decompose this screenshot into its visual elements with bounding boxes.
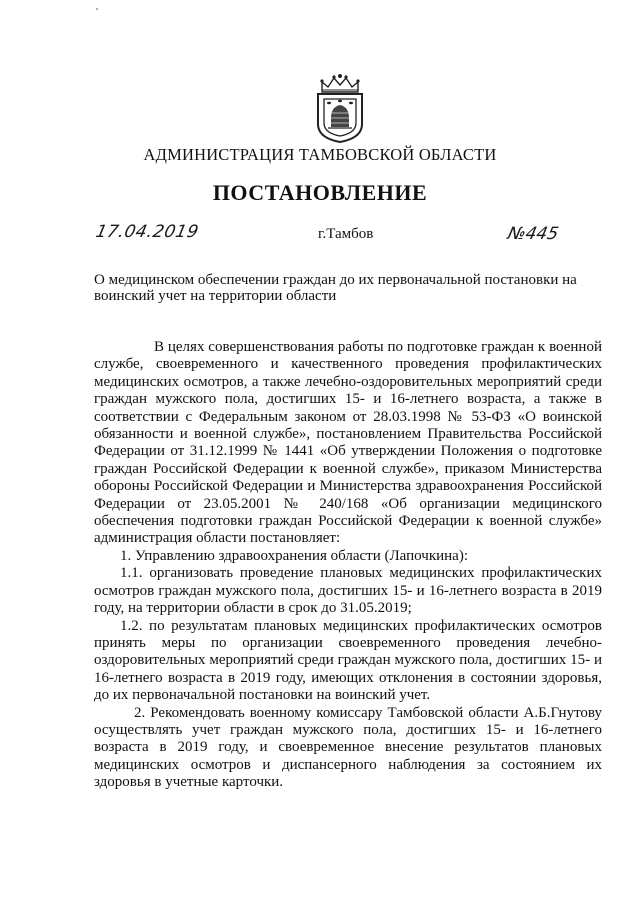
document-date: 17.04.2019 bbox=[93, 222, 201, 242]
clause-1: 1. Управлению здравоохранения области (Лапочкина): bbox=[120, 547, 468, 564]
scan-speck bbox=[96, 8, 98, 10]
coat-of-arms-icon bbox=[314, 72, 366, 144]
organization-name: АДМИНИСТРАЦИЯ ТАМБОВСКОЙ ОБЛАСТИ bbox=[143, 145, 497, 164]
document-body bbox=[94, 339, 602, 792]
document-type-title: ПОСТАНОВЛЕНИЕ bbox=[212, 180, 428, 205]
clause-1-2: 1.2. по результатам плановых медицинских профилактических осмотров принять меры по организации своевременного проведения лечебно-оздоровительных мероприятий среди граждан мужского пола, достигших 15- и 16-летнего возраста в 2019 году, имеющих отклонения в состоянии здоровья, до их первоначальной постановки на воинский учет. bbox=[94, 617, 602, 704]
preamble-paragraph: В целях совершенствования работы по подготовке граждан к военной службе, своевременного и качественного проведения профилактических медицинских осмотров, а также лечебно-оздоровительных мероприятий среди граждан мужского пола, достигших 15- и 16-летнего возраста, а также в соответствии с Федеральным законом от 28.03.1998 № 53-ФЗ «О воинской обязанности и военной службе», постановлением Правительства Российской Федерации от 31.12.1999 № 1441 «Об утверждении Положения о подготовке граждан Российской Федерации к военной службе», приказом Министерства обороны Российской Федерации и Министерства здравоохранения Российской Федерации от 23.05.2001 № 240/168 «Об организации медицинского обеспечения подготовки граждан Российской Федерации к военной службе» администрация области постановляет: bbox=[94, 339, 602, 547]
document-subject: О медицинском обеспечении граждан до их первоначальной постановки на воинский учет на территории области bbox=[94, 272, 577, 304]
document-number: №445 bbox=[505, 224, 561, 244]
clause-1-1: 1.1. организовать проведение плановых медицинских профилактических осмотров граждан мужского пола, достигших 15- и 16-летнего возраста в 2019 году, на территории области в срок до 31.05.2019; bbox=[94, 565, 602, 617]
document-city: г.Тамбов bbox=[318, 226, 374, 242]
clause-2: 2. Рекомендовать военному комиссару Тамбовской области А.Б.Гнутову осуществлять учет граждан мужского пола, достигших 15- и 16-летнего возраста в 2019 году, и своевременное внесение результатов плановых медицинских осмотров и диспансерного наблюдения за состоянием их здоровья в учетные карточки. bbox=[94, 704, 602, 791]
